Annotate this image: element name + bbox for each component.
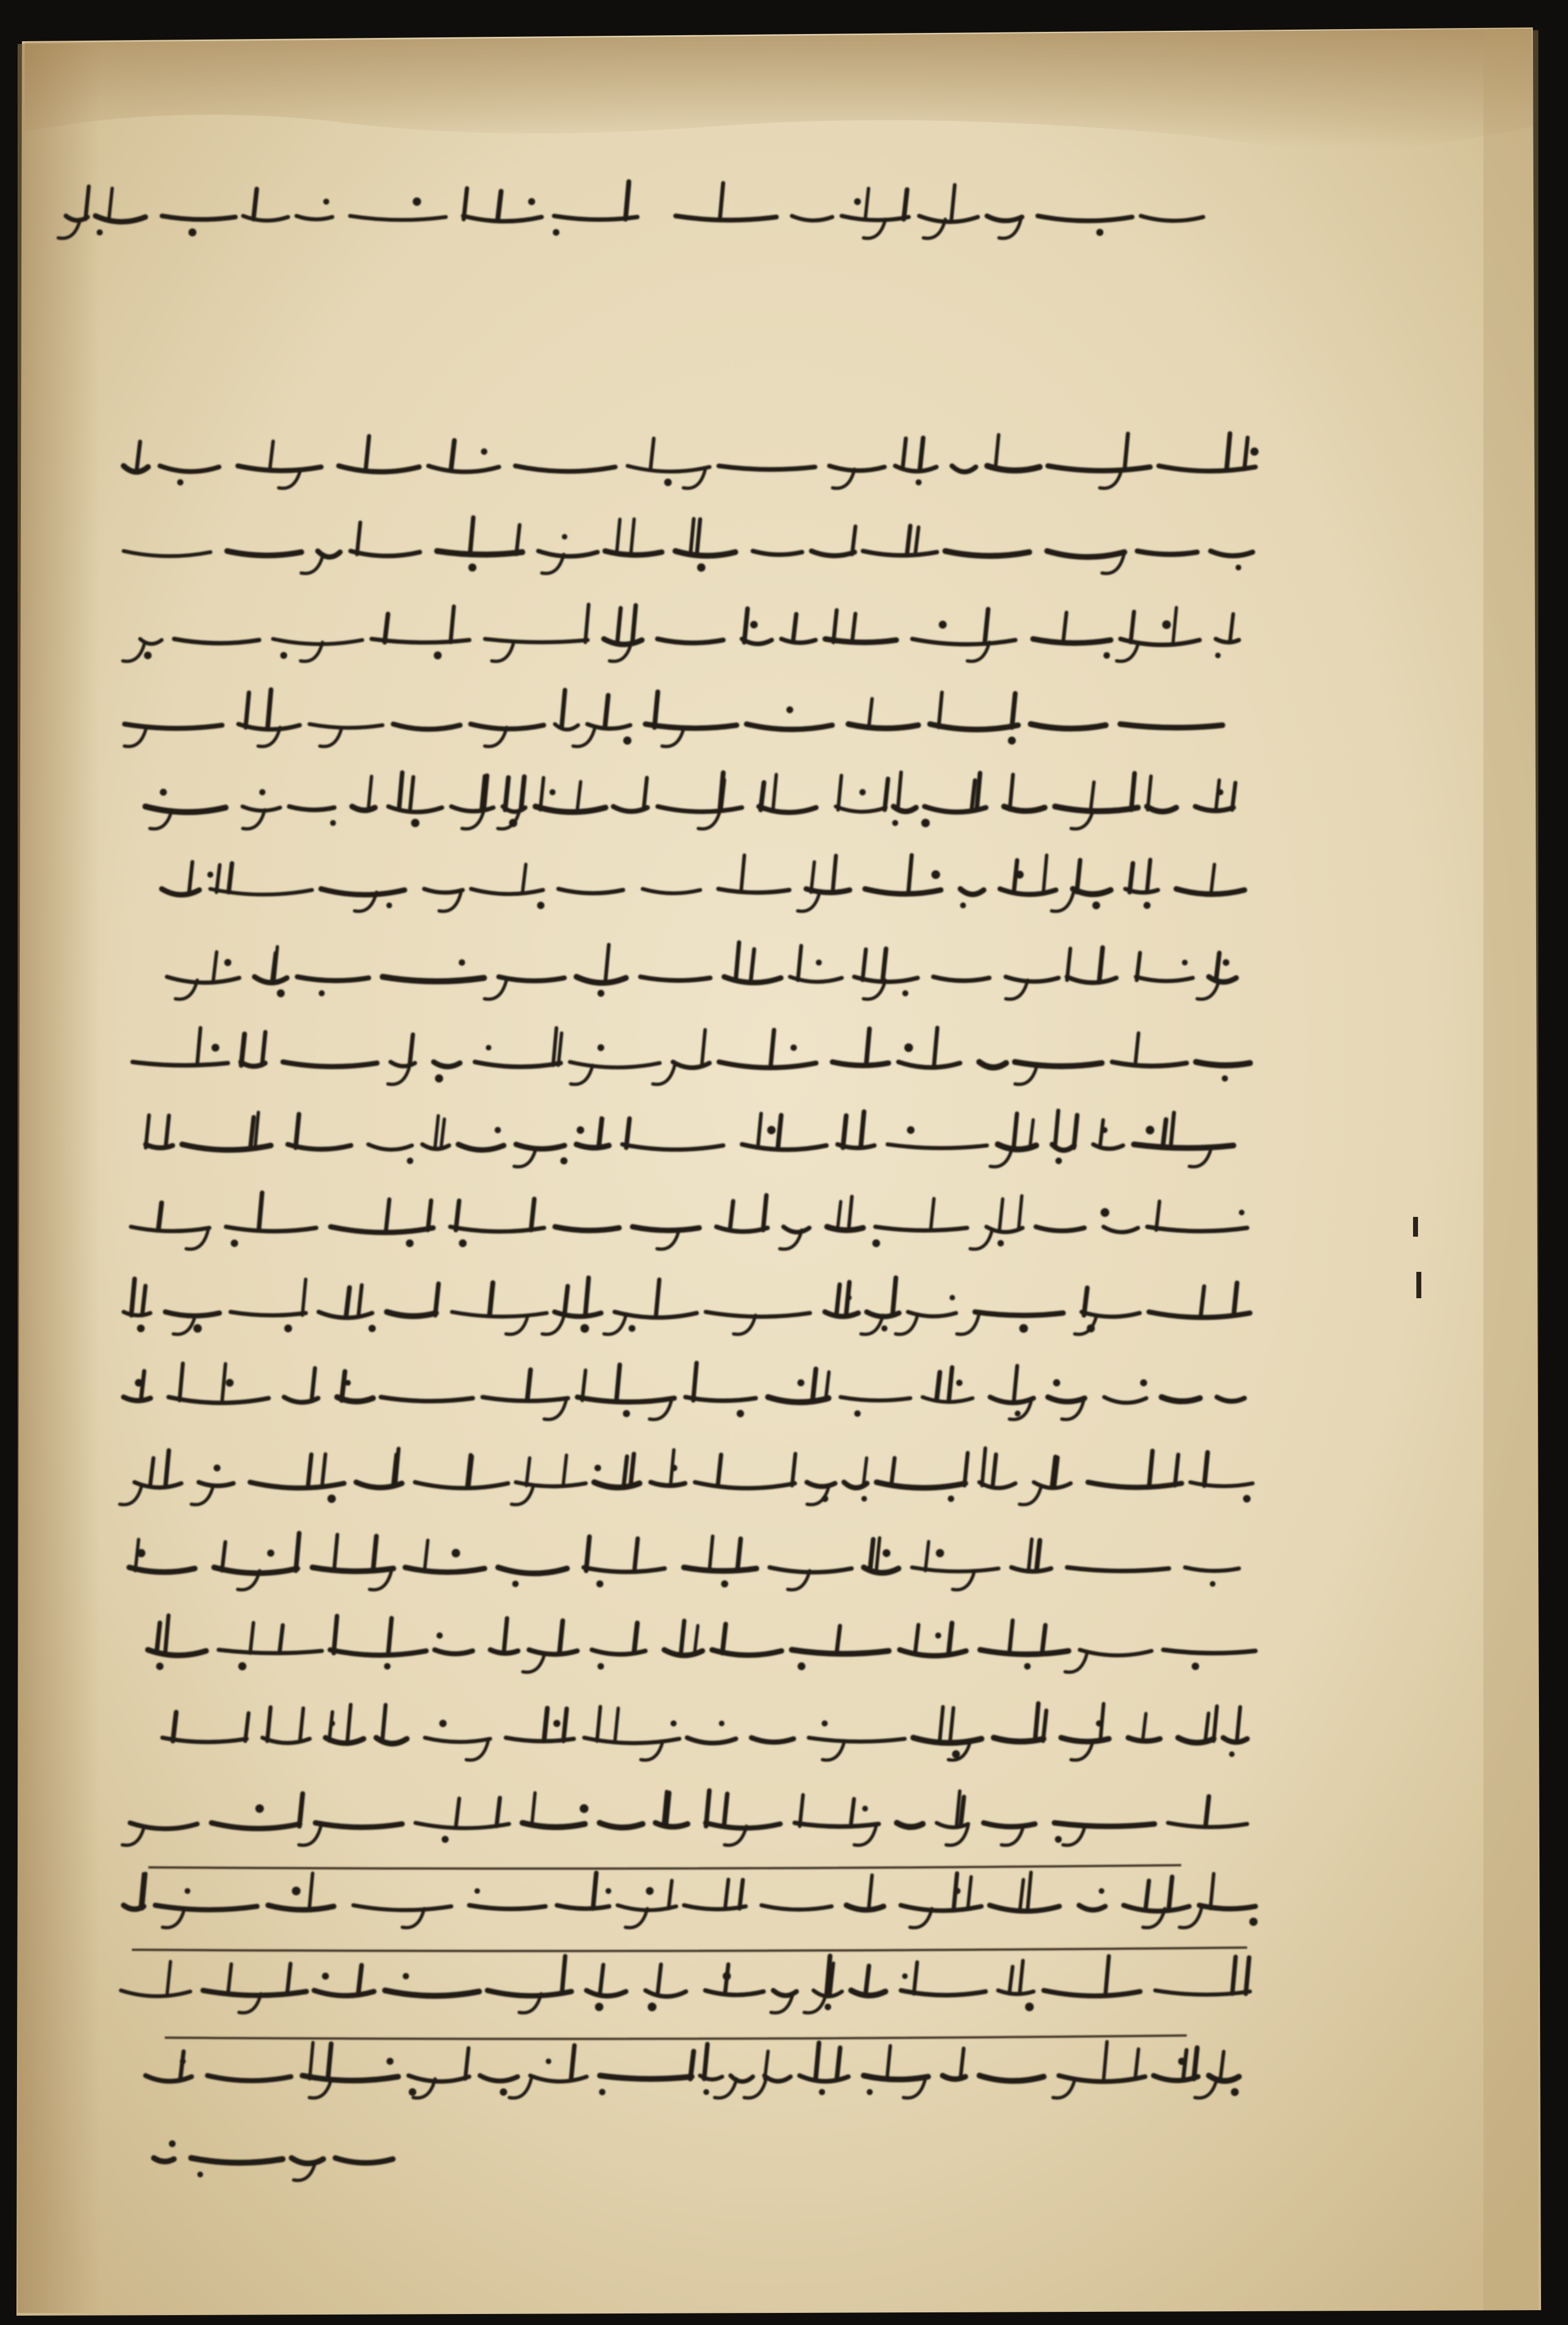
right-edge-shade <box>1483 30 1538 2310</box>
paper-sheet <box>16 27 1541 2316</box>
left-edge-stain <box>18 44 100 2313</box>
margin-mark <box>1413 1217 1418 1237</box>
margin-mark <box>1416 1272 1421 1298</box>
